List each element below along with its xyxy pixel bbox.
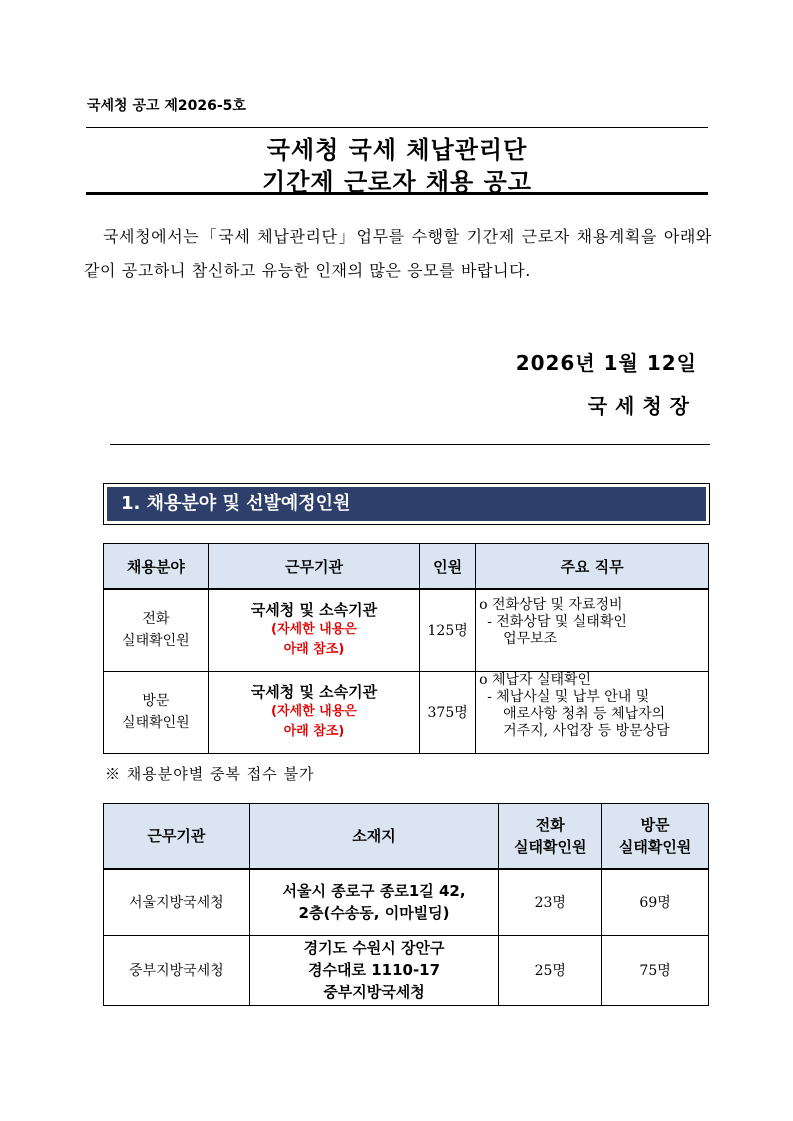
header-field: 채용분야 bbox=[104, 544, 209, 590]
header-office-org: 근무기관 bbox=[104, 804, 250, 870]
table-row bbox=[104, 671, 709, 753]
office-address-cell bbox=[249, 869, 499, 935]
header-divider bbox=[110, 444, 710, 445]
section1-title: 1. 채용분야 및 선발예정인원 bbox=[107, 487, 706, 521]
duplicate-note: ※ 채용분야별 중복 접수 불가 bbox=[105, 765, 315, 783]
org-cell bbox=[208, 589, 419, 671]
duty-line2: - 전화상담 및 실태확인 bbox=[487, 614, 627, 630]
duty-cell bbox=[476, 671, 709, 753]
address-line2: 경수대로 1110-17 bbox=[308, 961, 441, 979]
header-phone-line2: 실태확인원 bbox=[514, 838, 587, 856]
table-row bbox=[104, 935, 709, 1005]
table-row bbox=[104, 869, 709, 935]
visit-count-cell: 75명 bbox=[602, 935, 709, 1005]
intro-paragraph: 국세청에서는「국세 체납관리단」업무를 수행할 기간제 근로자 채용계획을 아래와 같이 공고하니 참신하고 유능한 인재의 많은 응모를 바랍니다. bbox=[84, 227, 712, 280]
org-cell bbox=[208, 671, 419, 753]
org-note-line2: 아래 참조) bbox=[283, 642, 345, 658]
header-count: 인원 bbox=[420, 544, 476, 590]
table-row bbox=[104, 589, 709, 671]
recruit-table bbox=[103, 543, 709, 754]
office-address-cell bbox=[249, 935, 499, 1005]
visit-count-cell: 69명 bbox=[602, 869, 709, 935]
office-table bbox=[103, 803, 709, 1006]
field-line1: 방문 bbox=[142, 693, 170, 709]
duty-line1: o 전화상담 및 자료정비 bbox=[479, 597, 623, 613]
notice-date: 2026년 1월 12일 bbox=[515, 351, 697, 375]
header-duty: 주요 직무 bbox=[476, 544, 709, 590]
field-line2: 실태확인원 bbox=[122, 633, 190, 650]
header-visit bbox=[602, 804, 709, 870]
org-note-line2: 아래 참조) bbox=[283, 724, 345, 739]
office-org-cell: 중부지방국세청 bbox=[104, 935, 250, 1005]
duty-line3: 업무보조 bbox=[503, 631, 558, 647]
duty-line2: - 체납사실 및 납부 안내 및 bbox=[487, 688, 650, 705]
field-line2: 실태확인원 bbox=[122, 715, 190, 731]
header-location: 소재지 bbox=[249, 804, 499, 870]
header-visit-line1: 방문 bbox=[640, 816, 670, 834]
count-cell: 375명 bbox=[420, 671, 476, 753]
header-phone-line1: 전화 bbox=[535, 816, 565, 834]
header-phone bbox=[499, 804, 602, 870]
office-table-header bbox=[104, 804, 709, 870]
address-line3: 중부지방국세청 bbox=[323, 983, 425, 1001]
office-org-cell: 서울지방국세청 bbox=[104, 869, 250, 935]
field-cell bbox=[104, 671, 209, 753]
page-title-line1: 국세청 국세 체납관리단 bbox=[266, 136, 528, 164]
org-name: 국세청 및 소속기관 bbox=[250, 683, 378, 701]
address-line1: 서울시 종로구 종로1길 42, bbox=[282, 882, 466, 901]
section1-header bbox=[103, 483, 710, 525]
header-visit-line2: 실태확인원 bbox=[618, 838, 692, 856]
phone-count-cell: 23명 bbox=[499, 869, 602, 935]
address-line2: 2층(수송동, 이마빌딩) bbox=[298, 904, 450, 923]
title-bottom-rule bbox=[86, 192, 708, 195]
notice-signer: 국세청장 bbox=[587, 394, 697, 418]
address-line1: 경기도 수원시 장안구 bbox=[303, 939, 445, 957]
duty-cell bbox=[476, 589, 709, 671]
field-line1: 전화 bbox=[142, 611, 170, 628]
recruit-table-header bbox=[104, 544, 709, 590]
org-name: 국세청 및 소속기관 bbox=[250, 601, 378, 620]
duty-line4: 거주지, 사업장 등 방문상담 bbox=[503, 722, 670, 739]
duty-line1: o 체납자 실태확인 bbox=[479, 671, 592, 688]
page-title-line2: 기간제 근로자 채용 공고 bbox=[262, 168, 532, 196]
title-top-rule bbox=[86, 127, 708, 128]
count-cell: 125명 bbox=[420, 589, 476, 671]
org-note-line1: (자세한 내용은 bbox=[271, 622, 357, 638]
field-cell bbox=[104, 589, 209, 671]
phone-count-cell: 25명 bbox=[499, 935, 602, 1005]
duty-line3: 애로사항 청취 등 체납자의 bbox=[503, 705, 666, 722]
header-org: 근무기관 bbox=[208, 544, 419, 590]
org-note-line1: (자세한 내용은 bbox=[271, 704, 357, 719]
notice-number: 국세청 공고 제2026-5호 bbox=[87, 98, 246, 114]
